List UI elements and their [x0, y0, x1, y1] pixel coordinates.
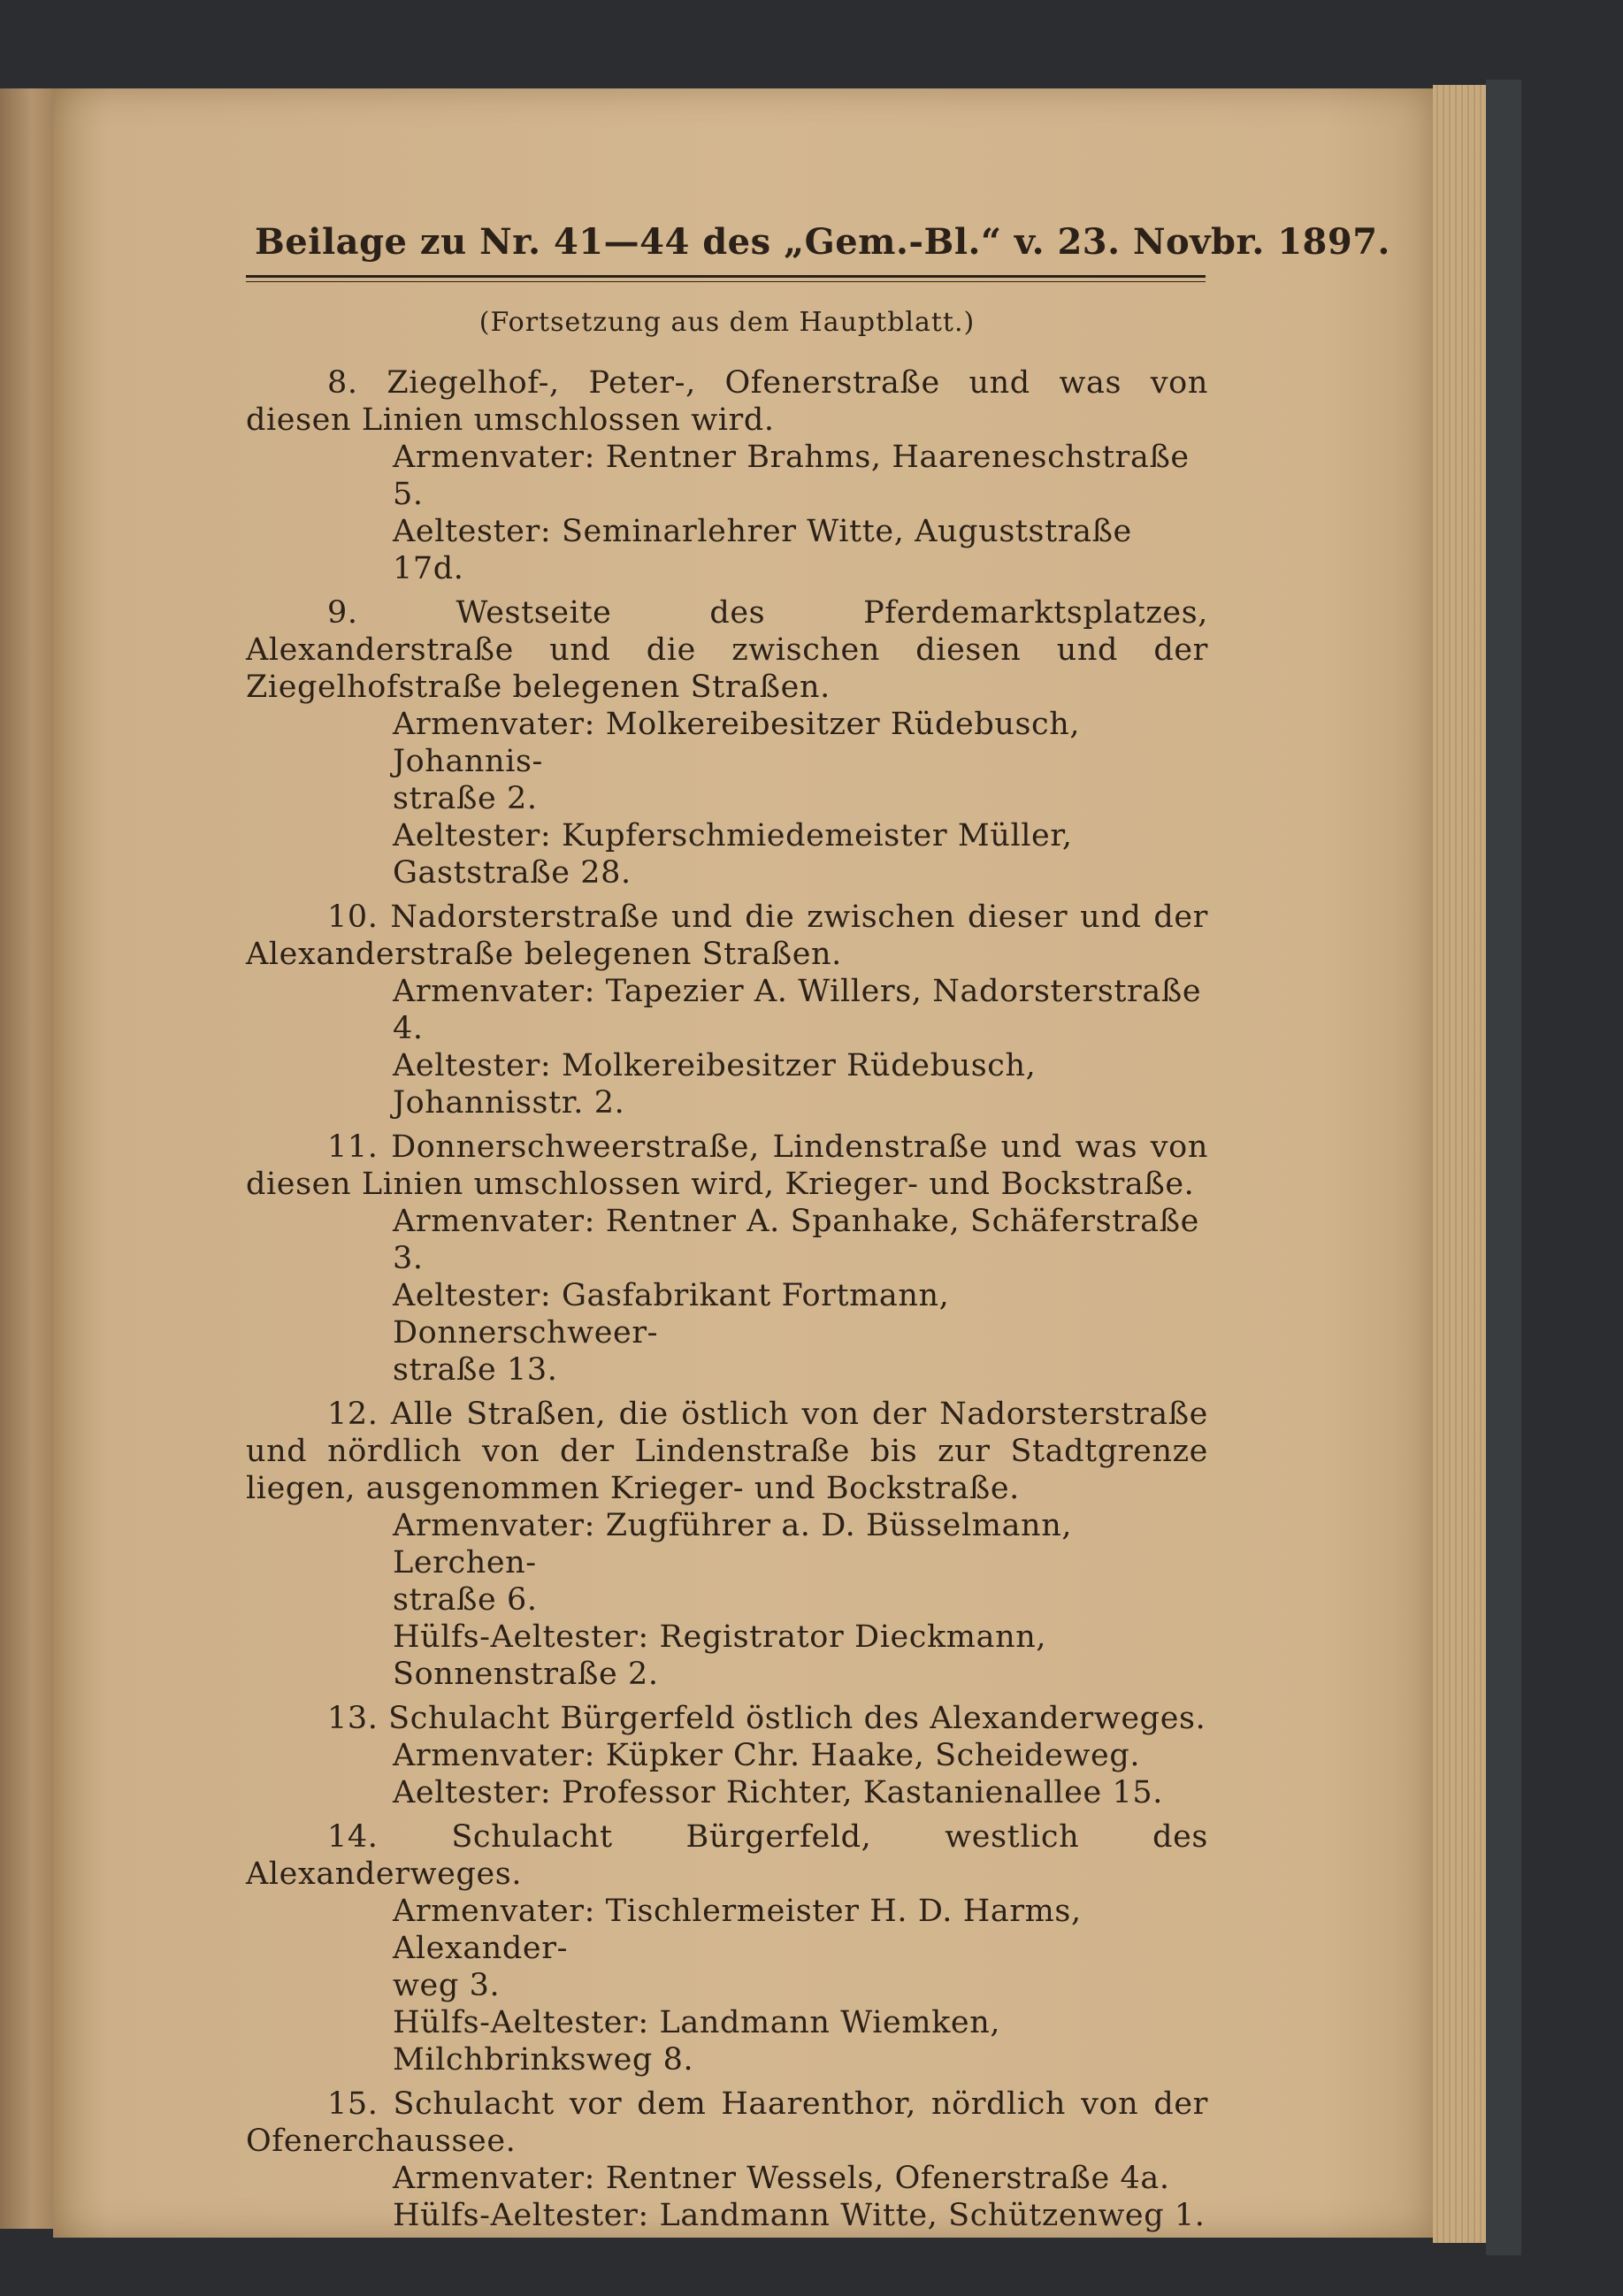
elder: Aeltester: Kupferschmiedemeister Müller, Gaststraße 28. [393, 818, 1073, 891]
district-entry [246, 1129, 1208, 1389]
district-description: 9. Westseite des Pferdemarktsplatzes, Alexanderstraße und die zwischen diesen und der Ziegelhofstraße belegenen Straßen. [246, 595, 1208, 705]
elder: Aeltester: Seminarlehrer Witte, Auguststraße 17d. [393, 514, 1132, 586]
district-entry [246, 1396, 1208, 1693]
poor-relief-father: Armenvater: Tischlermeister H. D. Harms, Alexander- [393, 1894, 1082, 1966]
district-entry [246, 899, 1208, 1121]
district-description: 13. Schulacht Bürgerfeld östlich des Alexanderweges. [327, 1701, 1206, 1736]
district-entry [246, 364, 1208, 587]
district-list [246, 364, 1208, 2234]
poor-relief-father: Armenvater: Tapezier A. Willers, Nadorsterstraße 4. [393, 974, 1202, 1046]
continuation-note: (Fortsetzung aus dem Hauptblatt.) [478, 307, 976, 338]
elder-continued: straße 13. [393, 1352, 558, 1388]
poor-relief-father: Armenvater: Küpker Chr. Haake, Scheideweg. [393, 1738, 1141, 1773]
district-description: 8. Ziegelhof-, Peter-, Ofenerstraße und was von diesen Linien umschlossen wird. [246, 365, 1208, 438]
district-description: 12. Alle Straßen, die östlich von der Nadorsterstraße und nördlich von der Lindenstraße bis zur Stadtgrenze liegen, ausgenommen Krieger- und Bockstraße. [246, 1397, 1208, 1506]
poor-relief-father: Armenvater: Rentner A. Spanhake, Schäferstraße 3. [393, 1204, 1199, 1276]
district-entry [246, 594, 1208, 892]
page-stack-edges [1433, 85, 1486, 2243]
district-entry [246, 1700, 1208, 1811]
elder: Aeltester: Professor Richter, Kastanienallee 15. [393, 1775, 1163, 1810]
poor-relief-father-continued: straße 2. [393, 781, 538, 816]
district-entry [246, 2086, 1208, 2234]
assistant-elder: Hülfs-Aeltester: Landmann Wiemken, Milchbrinksweg 8. [393, 2005, 1001, 2078]
district-description: 11. Donnerschweerstraße, Lindenstraße und was von diesen Linien umschlossen wird, Krieger- und Bockstraße. [246, 1129, 1208, 1202]
elder: Aeltester: Molkereibesitzer Rüdebusch, Johannisstr. 2. [393, 1048, 1037, 1121]
district-description: 15. Schulacht vor dem Haarenthor, nördlich von der Ofenerchaussee. [246, 2086, 1208, 2159]
assistant-elder: Hülfs-Aeltester: Registrator Dieckmann, Sonnenstraße 2. [393, 1619, 1047, 1692]
poor-relief-father-continued: weg 3. [393, 1968, 501, 2003]
book-cover-edge [1486, 80, 1521, 2255]
poor-relief-father-continued: straße 6. [393, 1582, 538, 1618]
district-description: 14. Schulacht Bürgerfeld, westlich des Alexanderweges. [246, 1819, 1208, 1892]
facing-page-edge [0, 88, 53, 2229]
district-entry [246, 1818, 1208, 2078]
elder: Aeltester: Gasfabrikant Fortmann, Donnerschweer- [393, 1278, 950, 1351]
poor-relief-father: Armenvater: Zugführer a. D. Büsselmann, Lerchen- [393, 1508, 1073, 1580]
header-double-rule [246, 275, 1206, 282]
district-description: 10. Nadorsterstraße und die zwischen dieser und der Alexanderstraße belegenen Straßen. [246, 899, 1208, 972]
assistant-elder: Hülfs-Aeltester: Landmann Witte, Schützenweg 1. [393, 2198, 1206, 2233]
poor-relief-father: Armenvater: Rentner Wessels, Ofenerstraße 4a. [393, 2161, 1170, 2196]
page-header: Beilage zu Nr. 41—44 des „Gem.-Bl.“ v. 23. Novbr. 1897. [255, 221, 1390, 263]
page-content [246, 221, 1390, 2241]
poor-relief-father: Armenvater: Molkereibesitzer Rüdebusch, Johannis- [393, 707, 1081, 779]
poor-relief-father: Armenvater: Rentner Brahms, Haareneschstraße 5. [393, 440, 1190, 512]
